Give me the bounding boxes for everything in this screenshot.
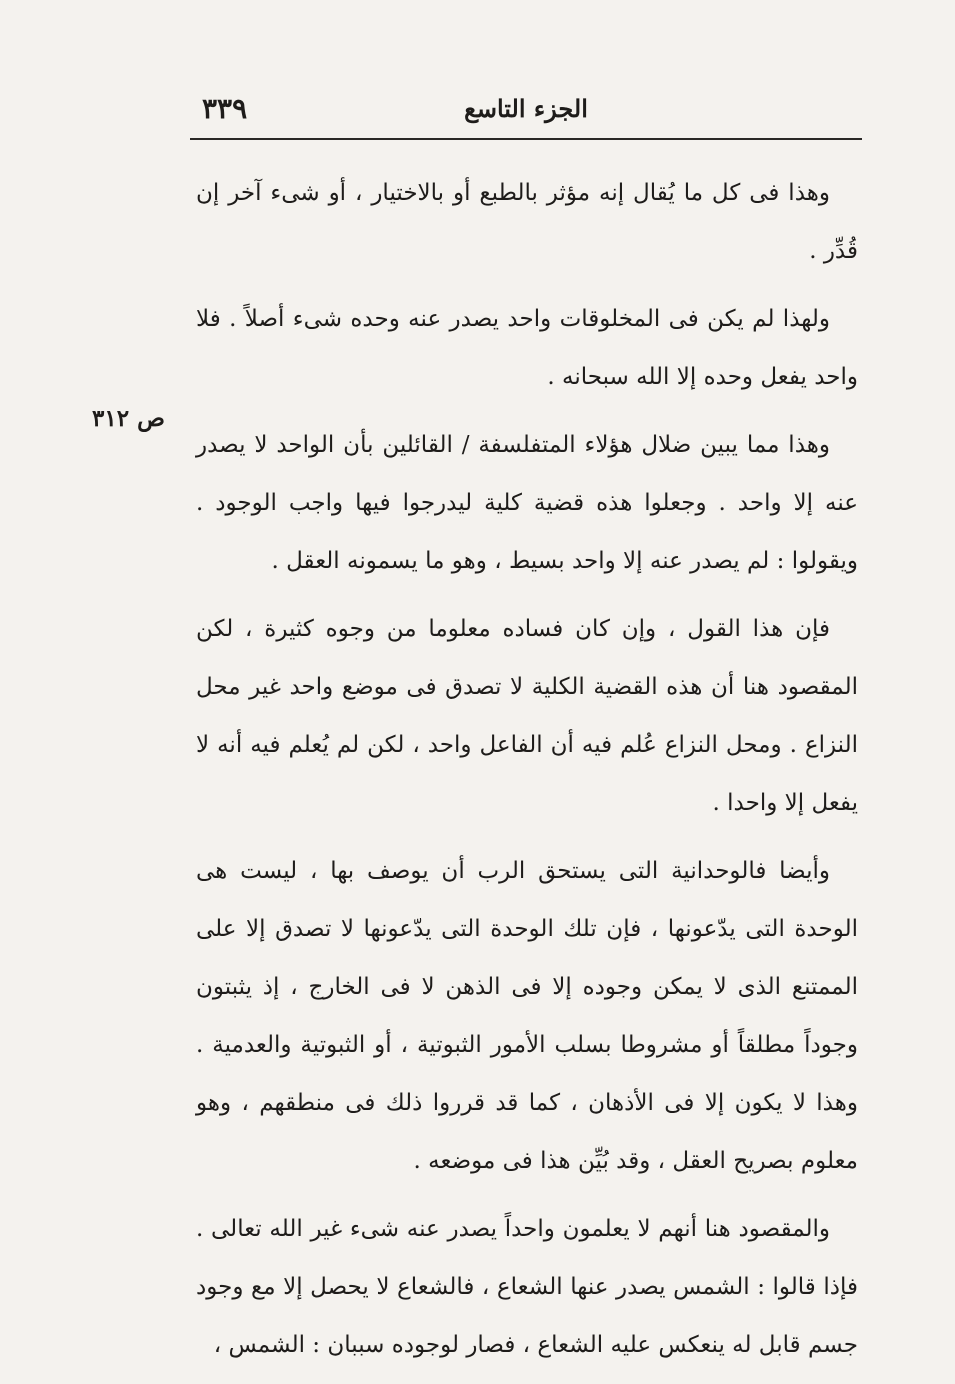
paragraph: ولهذا لم يكن فى المخلوقات واحد يصدر عنه وحده شىء أصلاً . فلا واحد يفعل وحده إلا الله سبحانه . (196, 306, 858, 390)
page-header (190, 92, 862, 140)
body-text (196, 164, 858, 1384)
paragraph: وأيضا فالوحدانية التى يستحق الرب أن يوصف بها ، ليست هى الوحدة التى يدّعونها ، فإن تلك الوحدة التى يدّعونها لا تصدق إلا على الممتنع الذى لا يمكن وجوده إلا فى الذهن لا فى الخارج ، إذ يثبتون وجوداً مطلقاً أو مشروطا بسلب الأمور الثبوتية ، أو الثبوتية والعدمية . وهذا لا يكون إلا فى الأذهان ، كما قد قرروا ذلك فى منطقهم ، وهو معلوم بصريح العقل ، وقد بُيِّن هذا فى موضعه . (196, 858, 858, 1174)
paragraph: وهذا فى كل ما يُقال إنه مؤثر بالطبع أو بالاختيار ، أو شىء آخر إن قُدِّر . (196, 180, 858, 264)
paragraph: والمقصود هنا أنهم لا يعلمون واحداً يصدر عنه شىء غير الله تعالى . فإذا قالوا : الشمس يصدر عنها الشعاع ، فالشعاع لا يحصل إلا مع وجود جسم قابل له ينعكس عليه الشعاع ، فصار لوجوده سببان : الشمس ، (196, 1216, 858, 1358)
paragraph: فإن هذا القول ، وإن كان فساده معلوما من وجوه كثيرة ، لكن المقصود هنا أن هذه القضية الكلية لا تصدق فى موضع واحد غير محل النزاع . ومحل النزاع عُلم فيه أن الفاعل واحد ، لكن لم يُعلم فيه أنه لا يفعل إلا واحدا . (196, 616, 858, 816)
page-number: ٣٣٩ (202, 92, 248, 125)
running-head: الجزء التاسع (464, 94, 588, 123)
paragraph: وهذا مما يبين ضلال هؤلاء المتفلسفة / القائلين بأن الواحد لا يصدر عنه إلا واحد . وجعلوا هذه قضية كلية ليدرجوا فيها واجب الوجود . ويقولوا : لم يصدر عنه إلا واحد بسيط ، وهو ما يسمونه العقل . (196, 432, 858, 574)
margin-page-reference: ص ٣١٢ (92, 405, 165, 432)
